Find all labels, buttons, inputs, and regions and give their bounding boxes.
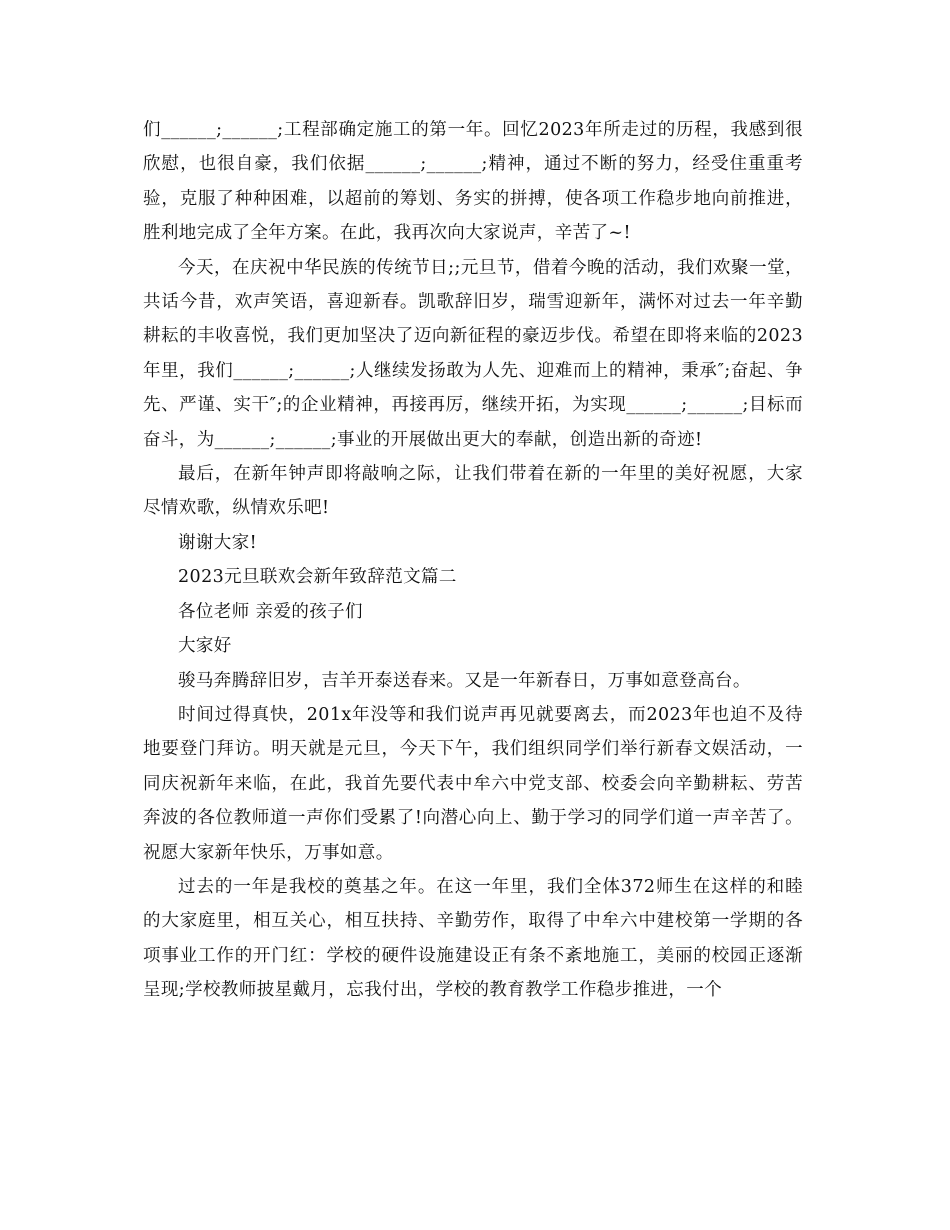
section-title: 2023元旦联欢会新年致辞范文篇二 <box>178 567 457 588</box>
paragraph-thanks: 谢谢大家! <box>178 532 258 553</box>
paragraph-time-flies: 时间过得真快，201x年没等和我们说声再见就要离去，而2023年也迫不及待地要登门拜访。明天就是元旦，今天下午，我们组织同学们举行新春文娱活动，一同庆祝新年来临，在此，我首先要代表中牟六中党支部、校委会向辛勤耕耘、劳苦奔波的各位教师道一声你们受累了!向潜心向上、勤于学习的同学们道一声辛苦了。祝愿大家新年快乐，万事如意。 <box>143 704 803 863</box>
paragraph-closing-wishes: 最后，在新年钟声即将敲响之际，让我们带着在新的一年里的美好祝愿，大家尽情欢歌，纵情欢乐吧! <box>143 464 803 519</box>
paragraph-past-year: 过去的一年是我校的奠基之年。在这一年里，我们全体372师生在这样的和睦的大家庭里，相互关心，相互扶持、辛勤劳作，取得了中牟六中建校第一学期的各项事业工作的开门红：学校的硬件设施建设正有条不紊地施工，美丽的校园正逐渐呈现;学校教师披星戴月，忘我付出，学校的教育教学工作稳步推进，一个 <box>143 876 803 1001</box>
paragraph-new-year-celebration: 今天，在庆祝中华民族的传统节日;;元旦节，借着今晚的活动，我们欢聚一堂，共话今昔，欢声笑语，喜迎新春。凯歌辞旧岁，瑞雪迎新年，满怀对过去一年辛勤耕耘的丰收喜悦，我们更加坚决了迈向新征程的豪迈步伐。希望在即将来临的2023年里，我们______;______;人继续发扬敢为人先、迎难而上的精神，秉承″;奋起、争先、严谨、实干″;的企业精神，再接再厉，继续开拓，为实现______;______;目标而奋斗，为______;______;事业的开展做出更大的奉献，创造出新的奇迹! <box>143 257 803 450</box>
paragraph-couplet: 骏马奔腾辞旧岁，吉羊开泰送春来。又是一年新春日，万事如意登高台。 <box>178 670 751 691</box>
document-body <box>143 113 803 1008</box>
greeting: 大家好 <box>178 636 232 657</box>
salutation: 各位老师 亲爱的孩子们 <box>178 601 363 622</box>
paragraph-continuation: 们______;______;工程部确定施工的第一年。回忆2023年所走过的历程，我感到很欣慰，也很自豪，我们依据______;______;精神，通过不断的努力，经受住重重考验，克服了种种困难，以超前的筹划、务实的拼搏，使各项工作稳步地向前推进，胜利地完成了全年方案。在此，我再次向大家说声，辛苦了~! <box>143 120 803 244</box>
